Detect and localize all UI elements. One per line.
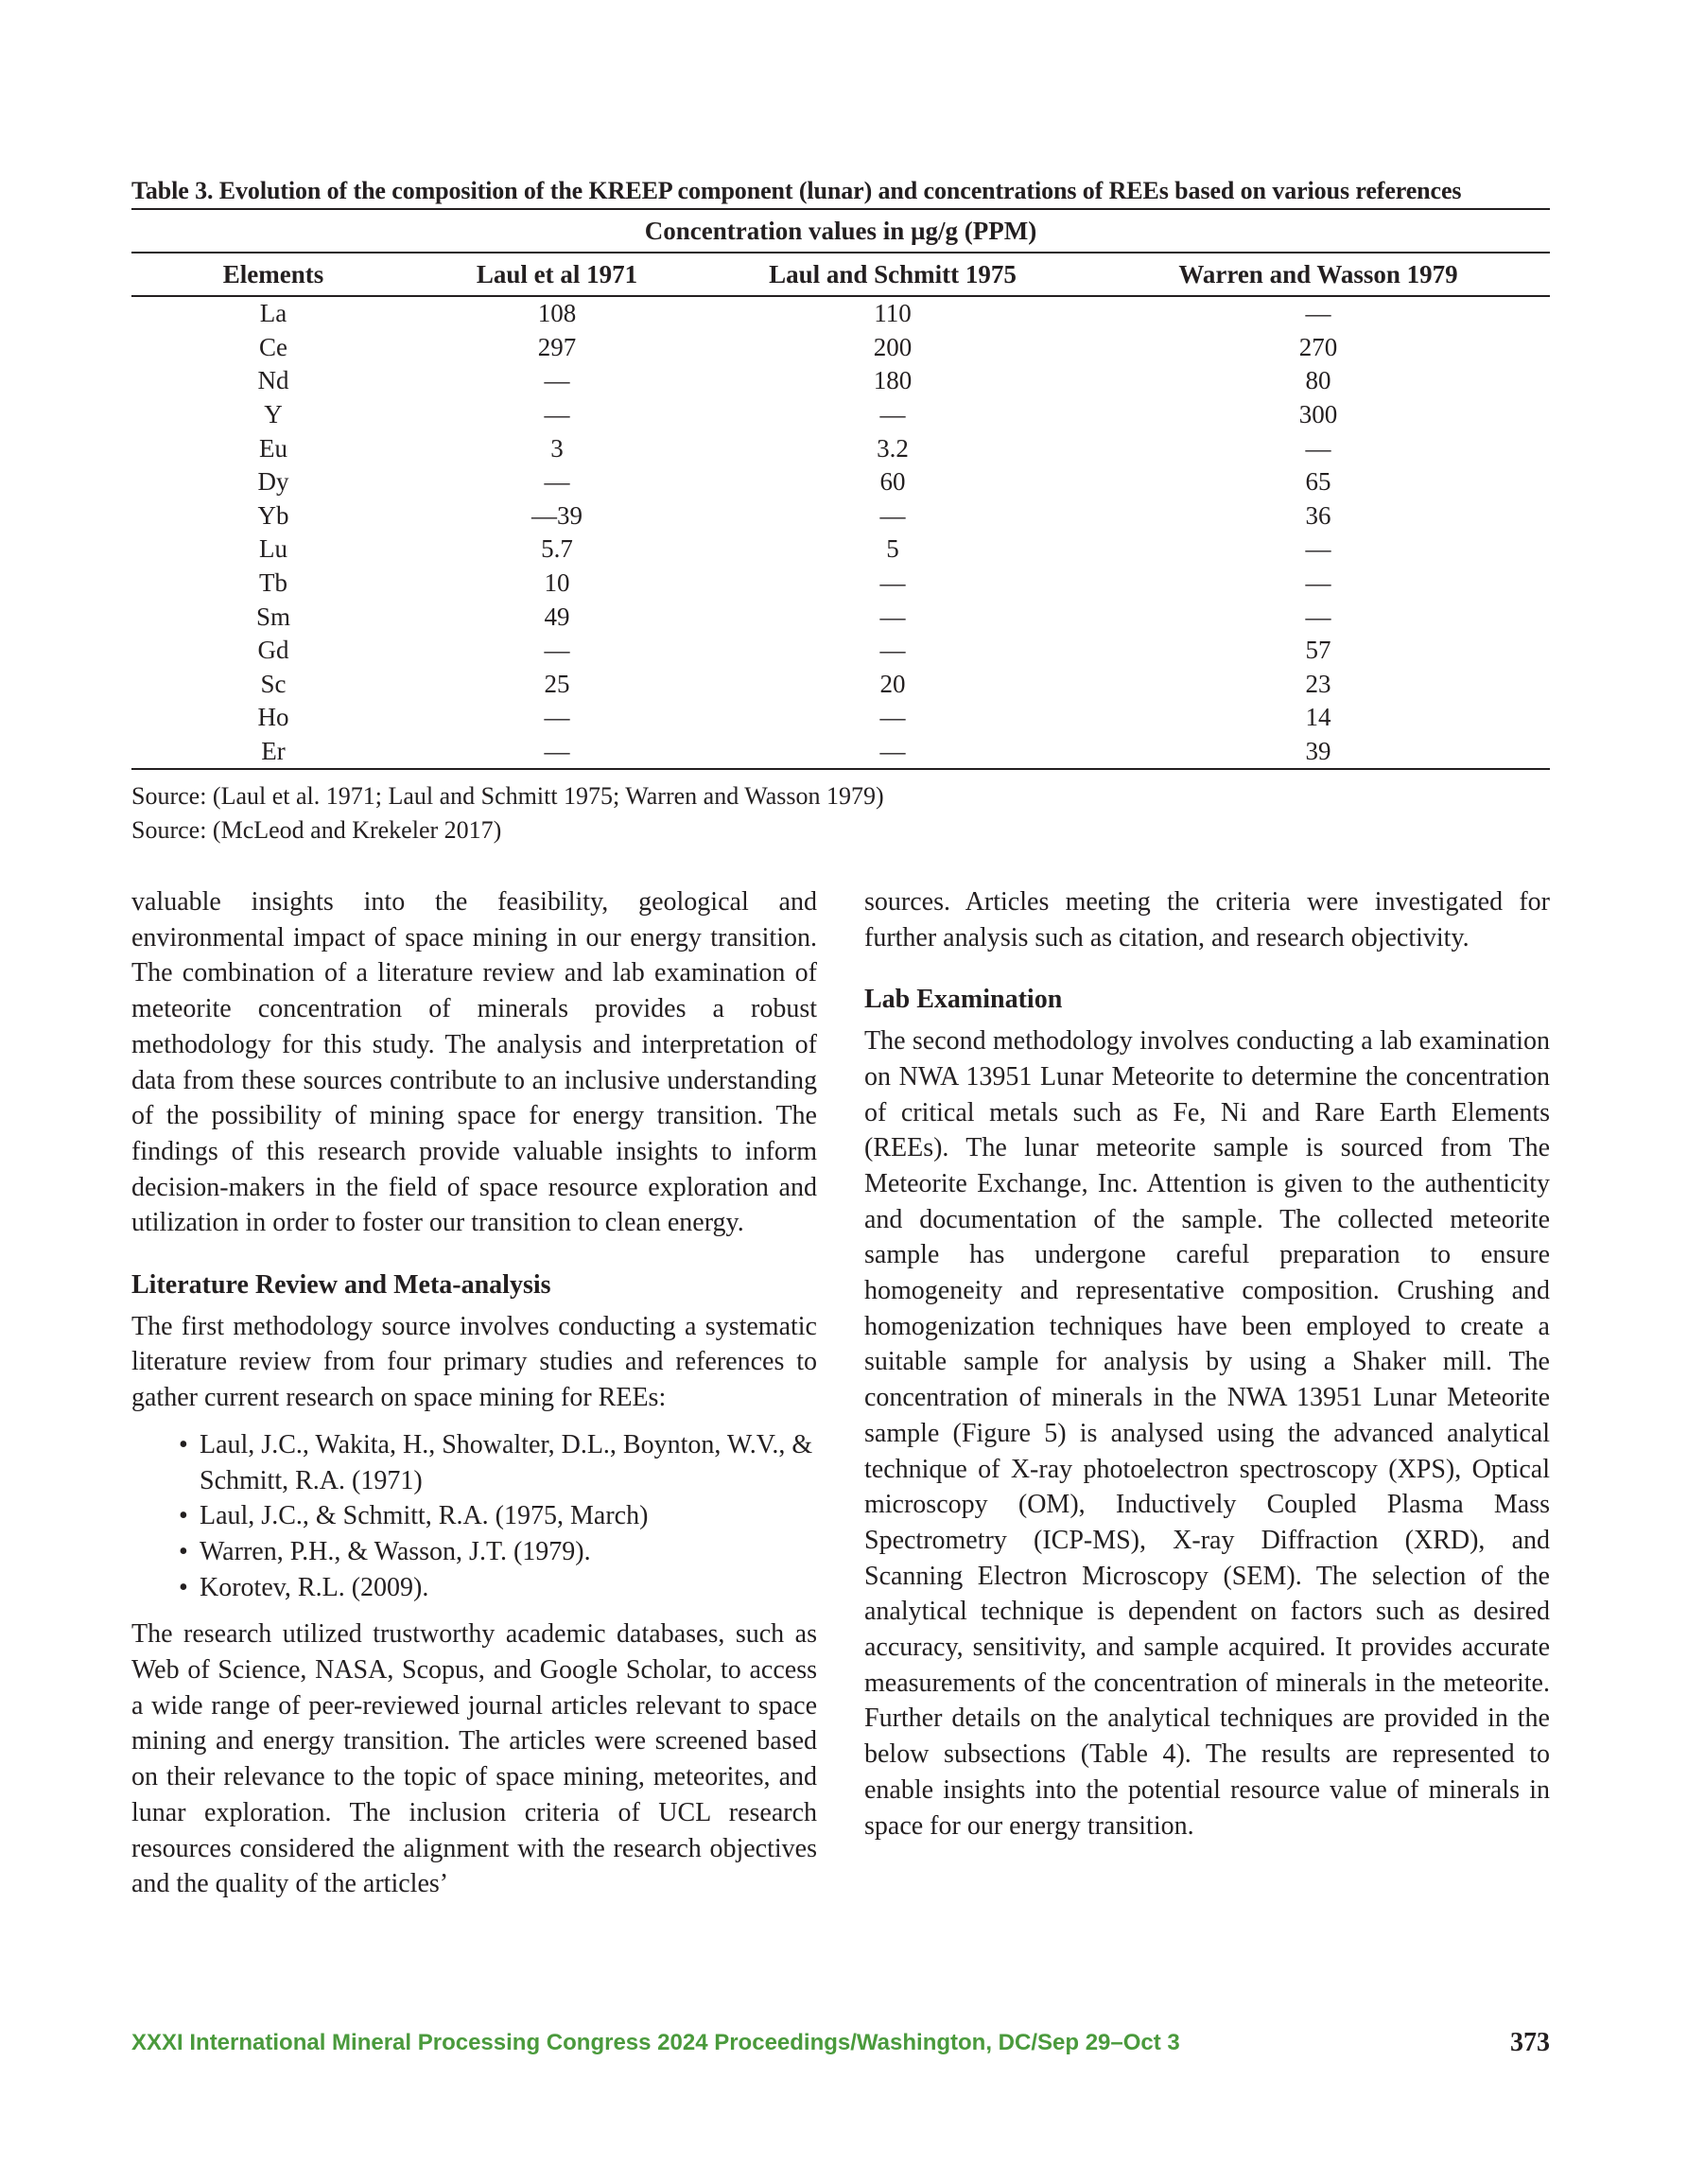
- value-cell: —: [1305, 299, 1331, 328]
- element-cell: Y: [264, 400, 283, 429]
- value-cell: —: [879, 500, 906, 530]
- column-header-row: [131, 253, 1550, 296]
- value-cell: 80: [1305, 366, 1331, 395]
- table-row: [131, 735, 1550, 770]
- reference-item: • Warren, P.H., & Wasson, J.T. (1979).: [179, 1536, 591, 1566]
- value-cell: —: [1305, 602, 1331, 631]
- value-cell: —: [544, 703, 570, 732]
- value-cell: —: [544, 400, 570, 429]
- lit-review-paragraph: The first methodology source involves conducting a systematic literature review from four primary studies and references to gather current research on space mining for REEs:: [131, 1311, 817, 1413]
- value-cell: 23: [1305, 669, 1331, 698]
- value-cell: —: [879, 636, 906, 665]
- value-cell: —39: [531, 500, 583, 530]
- table-row: [131, 431, 1550, 465]
- value-cell: —: [1305, 534, 1331, 564]
- kreep-composition-table: [131, 208, 1550, 770]
- value-cell: —: [879, 602, 906, 631]
- element-cell: Ce: [259, 332, 287, 361]
- table-row: [131, 364, 1550, 398]
- element-cell: Sc: [260, 669, 287, 698]
- table-row: [131, 296, 1550, 331]
- concentration-header: Concentration values in µg/g (PPM): [131, 209, 1550, 253]
- column-header: Warren and Wasson 1979: [1087, 253, 1550, 296]
- value-cell: 108: [537, 299, 577, 328]
- value-cell: 300: [1298, 400, 1338, 429]
- value-cell: —: [699, 735, 1087, 770]
- value-cell: —: [415, 735, 699, 770]
- reference-item: • Laul, J.C., & Schmitt, R.A. (1975, March): [179, 1501, 649, 1531]
- element-cell: Gd: [257, 636, 289, 665]
- column-header: Laul et al 1971: [415, 253, 699, 296]
- column-header: Elements: [131, 253, 415, 296]
- reference-text: Korotev, R.L. (2009).: [200, 1572, 429, 1602]
- lab-examination-paragraph: The second methodology involves conducting a lab examination on NWA 13951 Lunar Meteorite to determine the concentration of critical metals such as Fe, Ni and Rare Earth Elements (REEs). The lunar meteorite sample is sourced from The Meteorite Exchange, Inc. Attention is given to the authenticity and documentation of the sample. The collected meteorite sample has undergone careful preparation to ensure homogeneity and representative composition. Crushing and homogenization techniques have been employed to create a suitable sample for analysis by using a Shaker mill. The concentration of minerals in the NWA 13951 Lunar Meteorite sample (Figure 5) is analysed using the advanced analytical technique of X-ray photoelectron spectroscopy (XPS), Optical microscopy (OM), Inductively Coupled Plasma Mass Spectrometry (ICP-MS), X-ray Diffraction (XRD), and Scanning Electron Microscopy (SEM). The selection of the analytical technique is dependent on factors such as desired accuracy, sensitivity, and sample acquired. It provides accurate measurements of the concentration of minerals in the meteorite. Further details on the analytical techniques are provided in the below subsections (Table 4). The results are represented to enable insights into the potential resource value of minerals in space for our energy transition.: [864, 1026, 1550, 1841]
- conference-footer: XXXI International Mineral Processing Congress 2024 Proceedings/Washington, DC/Sep 29–Oct 3: [131, 2030, 1180, 2055]
- value-cell: —: [879, 568, 906, 598]
- table-row: [131, 634, 1550, 668]
- value-cell: 57: [1305, 636, 1331, 665]
- value-cell: 25: [544, 669, 570, 698]
- value-cell: 36: [1305, 500, 1331, 530]
- reference-text: Laul, J.C., & Schmitt, R.A. (1975, March): [200, 1501, 649, 1531]
- element-cell: Ho: [257, 703, 289, 732]
- value-cell: 10: [544, 568, 570, 598]
- value-cell: 5.7: [541, 534, 573, 564]
- element-cell: Lu: [259, 534, 287, 564]
- value-cell: —: [1305, 433, 1331, 463]
- table-row: [131, 331, 1550, 365]
- reference-item: • Korotev, R.L. (2009).: [179, 1572, 429, 1602]
- value-cell: —: [1305, 568, 1331, 598]
- table-source-note: Source: (Laul et al. 1971; Laul and Schmitt 1975; Warren and Wasson 1979): [131, 782, 884, 811]
- column-header: Laul and Schmitt 1975: [699, 253, 1087, 296]
- value-cell: —: [544, 636, 570, 665]
- table-row: [131, 499, 1550, 533]
- page-footer: [131, 2024, 1550, 2062]
- element-cell: Yb: [257, 500, 289, 530]
- element-cell: Eu: [259, 433, 287, 463]
- value-cell: —: [544, 366, 570, 395]
- value-cell: 5: [886, 534, 899, 564]
- value-cell: 20: [879, 669, 906, 698]
- element-cell: Nd: [257, 366, 289, 395]
- value-cell: 49: [544, 602, 570, 631]
- table-source-note: Source: (McLeod and Krekeler 2017): [131, 816, 502, 845]
- page-number: 373: [1510, 2028, 1550, 2057]
- table-row: [131, 398, 1550, 432]
- table-row: [131, 567, 1550, 601]
- value-cell: —: [544, 467, 570, 497]
- element-cell: Sm: [255, 602, 291, 631]
- reference-text: Warren, P.H., & Wasson, J.T. (1979).: [200, 1536, 591, 1566]
- value-cell: —: [879, 400, 906, 429]
- table-row: [131, 600, 1550, 634]
- table-row: [131, 533, 1550, 567]
- reference-item: • Laul, J.C., Wakita, H., Showalter, D.L., Boynton, W.V., & Schmitt, R.A. (1971): [179, 1429, 813, 1495]
- value-cell: 60: [879, 467, 906, 497]
- databases-paragraph: The research utilized trustworthy academic databases, such as Web of Science, NASA, Scopus, and Google Scholar, to access a wide range of peer-reviewed journal articles relevant to space mining and energy transition. The articles were screened based on their relevance to the topic of space mining, meteorites, and lunar exploration. The inclusion criteria of UCL research resources considered the alignment with the research objectives and the quality of the articles’: [131, 1619, 817, 1899]
- lit-review-heading: Literature Review and Meta-analysis: [131, 1270, 551, 1301]
- value-cell: 3.2: [877, 433, 909, 463]
- intro-paragraph: valuable insights into the feasibility, geological and environmental impact of space mining in our energy transition. The combination of a literature review and lab examination of meteorite concentration of minerals provides a robust methodology for this study. The analysis and interpretation of data from these sources contribute to an inclusive understanding of the possibility of mining space for energy transition. The findings of this research provide valuable insights to inform decision-makers in the field of space resource exploration and utilization in order to foster our transition to clean energy.: [131, 887, 817, 1238]
- value-cell: 297: [537, 332, 577, 361]
- continuation-paragraph: sources. Articles meeting the criteria were investigated for further analysis such as citation, and research objectivity.: [864, 887, 1550, 952]
- lab-examination-heading: Lab Examination: [864, 985, 1063, 1015]
- table-3-block: [131, 174, 1550, 847]
- element-cell: La: [259, 299, 287, 328]
- table-row: [131, 465, 1550, 499]
- value-cell: 270: [1298, 332, 1338, 361]
- reference-text: Laul, J.C., Wakita, H., Showalter, D.L., Boynton, W.V., & Schmitt, R.A. (1971): [200, 1429, 813, 1495]
- right-text-column: [864, 884, 1550, 1843]
- value-cell: 14: [1305, 703, 1331, 732]
- element-cell: Dy: [257, 467, 289, 497]
- value-cell: 65: [1305, 467, 1331, 497]
- value-cell: 200: [873, 332, 913, 361]
- value-cell: 3: [550, 433, 564, 463]
- table-row: [131, 701, 1550, 735]
- value-cell: —: [879, 703, 906, 732]
- value-cell: 180: [873, 366, 913, 395]
- reference-list: [131, 1427, 817, 1606]
- table-row: [131, 668, 1550, 702]
- element-cell: Er: [131, 735, 415, 770]
- left-text-column: [131, 884, 817, 1902]
- element-cell: Tb: [259, 568, 287, 598]
- value-cell: 39: [1087, 735, 1550, 770]
- value-cell: 110: [874, 299, 912, 328]
- table-caption: Table 3. Evolution of the composition of the KREEP component (lunar) and concentrations of REEs based on various references: [131, 177, 1462, 204]
